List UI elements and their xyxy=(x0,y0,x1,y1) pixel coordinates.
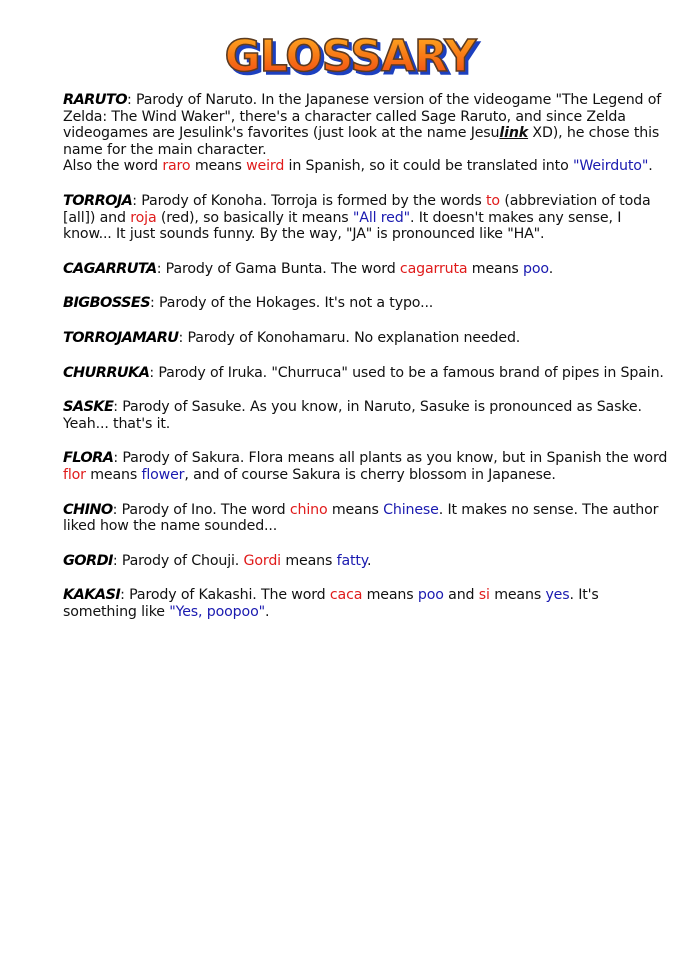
definition-text: . xyxy=(264,603,270,620)
glossary-entry-torrojamaru xyxy=(63,330,673,347)
translation-word: flower xyxy=(141,466,185,483)
spanish-word: to xyxy=(486,192,500,209)
translation-word: yes xyxy=(545,587,570,604)
title-text: GLOSSARY xyxy=(224,31,476,82)
definition-text: XD), he chose this name for the main character. xyxy=(63,125,660,158)
definition-text: means xyxy=(85,466,142,483)
definition-text: : Parody of Kakashi. The word xyxy=(120,587,330,604)
definition-text: (red), so basically it means xyxy=(156,209,353,226)
glossary-entries xyxy=(63,92,673,638)
glossary-entry-cagarruta xyxy=(63,261,673,278)
glossary-entry-flora xyxy=(63,450,673,483)
definition-text: , and of course Sakura is cherry blossom in Japanese. xyxy=(184,466,556,483)
definition-text: . xyxy=(367,552,372,569)
definition-text: means xyxy=(467,260,524,277)
spanish-word: chino xyxy=(289,501,328,518)
glossary-term: SASKE xyxy=(63,399,114,416)
spanish-word: si xyxy=(478,587,490,604)
glossary-entry-gordi xyxy=(63,553,673,570)
translation-word: poo xyxy=(417,587,444,604)
glossary-term: CAGARRUTA xyxy=(63,260,157,277)
glossary-term: FLORA xyxy=(63,450,114,467)
spanish-word: roja xyxy=(130,209,157,226)
glossary-term: KAKASI xyxy=(63,587,121,604)
definition-text: : Parody of Chouji. xyxy=(112,552,244,569)
spanish-word: cagarruta xyxy=(399,260,468,277)
definition-text: means xyxy=(327,501,384,518)
definition-text: (abbreviation of toda [all]) and xyxy=(63,192,651,226)
definition-text: in Spanish, so it could be translated into xyxy=(284,158,573,175)
spanish-word: caca xyxy=(329,587,363,604)
spanish-word: weird xyxy=(246,158,285,175)
glossary-entry-saske xyxy=(63,399,673,432)
translation-word: "Yes, poopoo" xyxy=(169,603,265,620)
definition-text: : Parody of the Hokages. It's not a typo... xyxy=(150,295,434,312)
definition-text: . It's something like xyxy=(63,587,599,620)
definition-text: : Parody of Ino. The word xyxy=(112,501,290,518)
glossary-title-logo xyxy=(226,24,476,86)
definition-text: means xyxy=(190,158,247,175)
translation-word: "Weirduto" xyxy=(572,158,649,175)
glossary-term: CHURRUKA xyxy=(63,364,150,381)
glossary-term: BIGBOSSES xyxy=(63,295,151,312)
definition-text: means xyxy=(362,587,418,604)
glossary-entry-churruka xyxy=(63,365,673,382)
definition-text: . It makes no sense. The author liked how the name sounded... xyxy=(63,501,659,535)
spanish-word: flor xyxy=(63,466,86,483)
definition-text: Also the word xyxy=(63,158,163,175)
translation-word: Chinese xyxy=(383,501,439,518)
glossary-entry-chino xyxy=(63,502,673,535)
emphasized-word: link xyxy=(499,125,529,142)
glossary-entry-kakasi xyxy=(63,587,673,620)
definition-text: : Parody of Konohamaru. No explanation needed. xyxy=(178,329,521,346)
spanish-word: Gordi xyxy=(243,552,281,569)
definition-text: . xyxy=(548,260,554,277)
definition-text: : Parody of Sakura. Flora means all plants as you know, but in Spanish the word xyxy=(113,450,668,467)
translation-word: fatty xyxy=(336,552,368,569)
glossary-term: CHINO xyxy=(63,501,113,518)
glossary-term: TORROJAMARU xyxy=(63,329,179,346)
translation-word: "All red" xyxy=(352,209,410,226)
definition-text: and xyxy=(443,587,479,604)
glossary-entry-torroja xyxy=(63,193,673,243)
definition-text: . xyxy=(648,158,653,175)
translation-word: poo xyxy=(523,260,549,277)
definition-text: : Parody of Konoha. Torroja is formed by the words xyxy=(132,192,487,209)
definition-text: : Parody of Iruka. "Churruca" used to be a famous brand of pipes in Spain. xyxy=(149,364,664,381)
spanish-word: raro xyxy=(162,158,191,175)
definition-text: means xyxy=(280,552,337,569)
glossary-term: RARUTO xyxy=(63,92,127,108)
definition-text: : Parody of Sasuke. As you know, in Naruto, Sasuke is pronounced as Saske. Yeah... that's it. xyxy=(63,399,642,432)
glossary-term: GORDI xyxy=(63,552,113,569)
definition-text: means xyxy=(489,587,546,604)
definition-text: . It doesn't makes any sense, I know... It just sounds funny. By the way, "JA" is pronounced like "HA". xyxy=(63,209,622,243)
definition-text: : Parody of Gama Bunta. The word xyxy=(156,260,400,277)
glossary-term: TORROJA xyxy=(63,192,133,209)
glossary-entry-raruto xyxy=(63,92,673,175)
glossary-entry-bigbosses xyxy=(63,295,673,312)
glossary-title-art xyxy=(226,24,476,86)
definition-text: : Parody of Naruto. In the Japanese version of the videogame "The Legend of Zelda: The Wind Waker", there's a character called Sage Raruto, and since Zelda videogames are Jesulink's favorites (just look at the name Jesu xyxy=(63,92,662,142)
